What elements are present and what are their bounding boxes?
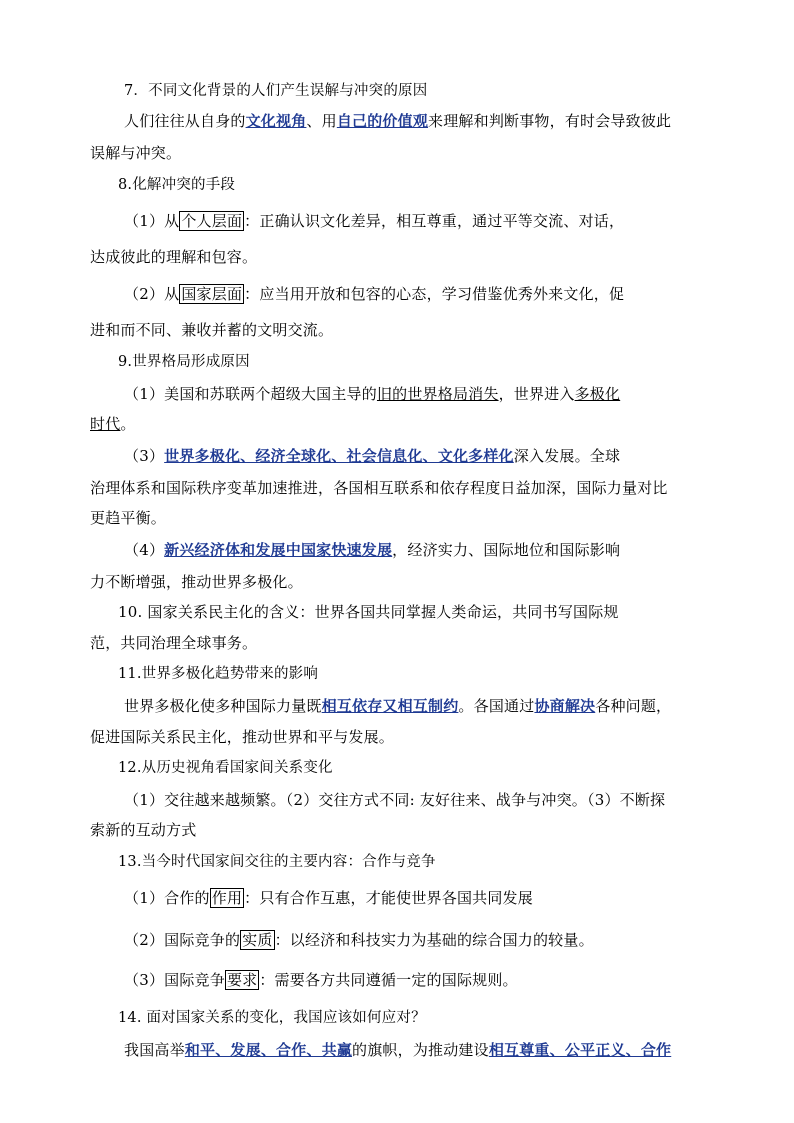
section-9-point-1: （1）美国和苏联两个超级大国主导的旧的世界格局消失，世界进入多极化: [124, 385, 621, 403]
underlined-old-pattern: 旧的世界格局消失: [376, 385, 499, 403]
section-10-line-1: 10. 国家关系民主化的含义：世界各国共同掌握人类命运，共同书写国际规: [118, 603, 619, 621]
section-13-title: 13.当今时代国家间交往的主要内容：合作与竞争: [118, 854, 436, 870]
keyword-emerging-economies: 新兴经济体和发展中国家快速发展: [164, 541, 393, 559]
section-14-title: 14. 面对国家关系的变化，我国应该如何应对？: [118, 1010, 426, 1026]
section-13-point-3: （3）国际竞争 要求 ：需要各方共同遵循一定的国际规则。: [124, 971, 518, 989]
section-7-title: 7．不同文化背景的人们产生误解与冲突的原因: [124, 83, 428, 99]
section-9-title: 9.世界格局形成原因: [118, 354, 250, 370]
underlined-multipolar: 多极化: [574, 385, 621, 403]
section-8-point-1-cont: 达成彼此的理解和包容。: [90, 248, 258, 266]
section-9-point-1-cont: 时代。: [90, 415, 136, 433]
section-9-point-4: （4）新兴经济体和发展中国家快速发展，经济实力、国际地位和国际影响: [124, 541, 621, 559]
boxed-term-requirement: 要求: [226, 971, 258, 989]
keyword-interdependent: 相互依存又相互制约: [321, 697, 459, 715]
keyword-own-values: 自己的价值观: [336, 112, 429, 130]
section-8-title: 8.化解冲突的手段: [118, 177, 236, 193]
section-12-line-2: 索新的互动方式: [90, 821, 197, 839]
section-11-title: 11.世界多极化趋势带来的影响: [118, 666, 319, 682]
section-9-point-3: （3）世界多极化、经济全球化、社会信息化、文化多样化深入发展。全球: [124, 447, 621, 465]
keyword-mutual-respect: 相互尊重、公平正义、合作: [488, 1041, 672, 1059]
section-11-line-2: 促进国际关系民主化，推动世界和平与发展。: [90, 728, 395, 746]
boxed-term-personal-level: 个人层面: [181, 212, 243, 230]
section-9-point-4-cont: 力不断增强，推动世界多极化。: [90, 573, 303, 591]
section-13-point-2: （2）国际竞争的 实质 ：以经济和科技实力为基础的综合国力的较量。: [124, 931, 594, 949]
boxed-term-role: 作用: [211, 889, 243, 907]
section-8-point-1: （1）从 个人层面 ：正确认识文化差异，相互尊重，通过平等交流、对话，: [124, 212, 625, 230]
section-7-line-2: 误解与冲突。: [90, 144, 182, 162]
keyword-cultural-perspective: 文化视角: [245, 112, 307, 130]
section-9-point-3-cont: 治理体系和国际秩序变革加速推进，各国相互联系和依存程度日益加深，国际力量对比: [90, 479, 668, 497]
section-8-point-2: （2）从 国家层面 ：应当用开放和包容的心态，学习借鉴优秀外来文化，促: [124, 285, 625, 303]
boxed-term-essence: 实质: [242, 931, 273, 949]
section-14-line-1: 我国高举和平、发展、合作、共赢的旗帜，为推动建设相互尊重、公平正义、合作: [124, 1041, 672, 1059]
keyword-four-trends: 世界多极化、经济全球化、社会信息化、文化多样化: [164, 447, 514, 465]
keyword-peace-development: 和平、发展、合作、共赢: [184, 1041, 353, 1059]
section-13-point-1: （1）合作的 作用 ：只有合作互惠，才能使世界各国共同发展: [124, 889, 533, 907]
section-7-line-1: 人们往往从自身的文化视角、用自己的价值观来理解和判断事物，有时会导致彼此: [124, 112, 672, 130]
section-9-point-3-end: 更趋平衡。: [90, 509, 167, 527]
underlined-era: 时代: [90, 415, 121, 433]
section-12-line-1: （1）交往越来越频繁。（2）交往方式不同: 友好往来、战争与冲突。（3）不断探: [124, 791, 666, 809]
section-11-line-1: 世界多极化使多种国际力量既相互依存又相互制约。各国通过协商解决各种问题，: [124, 697, 672, 715]
section-8-point-2-cont: 进和而不同、兼收并蓄的文明交流。: [90, 321, 334, 339]
section-12-title: 12.从历史视角看国家间关系变化: [118, 760, 333, 776]
section-10-line-2: 范，共同治理全球事务。: [90, 634, 258, 652]
keyword-negotiation: 协商解决: [534, 697, 596, 715]
boxed-term-national-level: 国家层面: [181, 285, 243, 303]
